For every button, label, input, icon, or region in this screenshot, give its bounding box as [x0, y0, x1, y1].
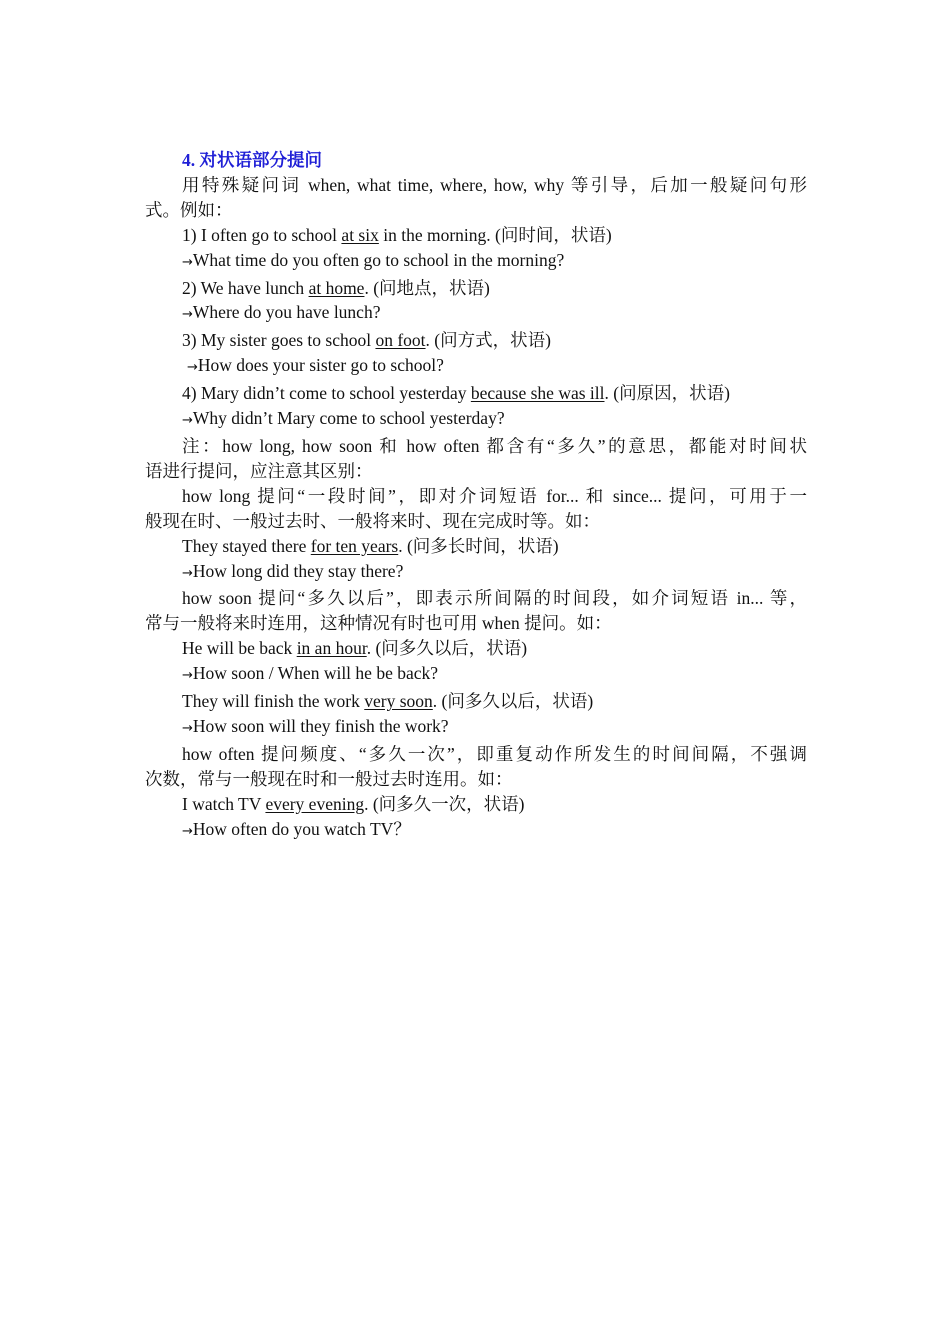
answer-text: What time do you often go to school in the morning? [192, 249, 565, 270]
document-content [145, 148, 807, 844]
intro-line-2: 式。例如： [145, 199, 233, 220]
sentence-text: . (问多久以后，状语) [366, 638, 528, 659]
sentence-text: 2) We have lunch [182, 277, 309, 298]
underlined-adverbial: very soon [364, 691, 433, 712]
arrow-icon: → [182, 720, 193, 736]
sentence-text: . (问多久以后，状语) [432, 691, 594, 712]
example-answer-4 [145, 406, 807, 434]
example-sentence-1 [145, 223, 807, 248]
underlined-adverbial: at home [308, 277, 365, 298]
arrow-icon: → [182, 254, 193, 270]
underlined-adverbial: at six [341, 224, 379, 245]
how-often-answer [145, 817, 807, 845]
sentence-text: . (问多长时间，状语) [398, 535, 559, 556]
how-long-line-1: how long 提问“一段时间”，即对介词短语 for... 和 since... 提问，可用于一 [182, 485, 807, 506]
how-soon-line-1: how soon 提问“多久以后”，即表示所间隔的时间段，如介词短语 in... 等， [182, 588, 807, 609]
answer-text: How long did they stay there? [192, 560, 404, 581]
arrow-icon: → [182, 413, 193, 429]
answer-text: How soon / When will he be back? [192, 663, 439, 684]
how-often-example [145, 792, 807, 817]
intro-line-1: 用特殊疑问词 when, what time, where, how, why 等引导，后加一般疑问句形 [182, 174, 807, 195]
underlined-adverbial: for ten years [310, 535, 399, 556]
sentence-text: I watch TV [182, 793, 266, 814]
sentence-text: in the morning. (问时间，状语) [378, 224, 612, 245]
example-answer-2 [145, 300, 807, 328]
how-soon-line-2: 常与一般将来时连用，这种情况有时也可用 when 提问。如： [145, 613, 612, 634]
how-soon-answer-1 [145, 661, 807, 689]
answer-text: Where do you have lunch? [192, 302, 381, 323]
arrow-icon: → [187, 360, 198, 376]
note-line-1: 注：how long, how soon 和 how often 都含有“多久”的意思，都能对时间状 [182, 435, 807, 456]
sentence-text: . (问地点，状语) [364, 277, 490, 298]
how-often-line-2: 次数，常与一般现在时和一般过去时连用。如： [145, 768, 513, 789]
answer-text: How does your sister go to school? [197, 355, 444, 376]
arrow-icon: → [182, 668, 193, 684]
answer-text: Why didn’t Mary come to school yesterday? [192, 408, 505, 429]
answer-text: How soon will they finish the work? [192, 715, 449, 736]
arrow-icon: → [182, 823, 193, 839]
sentence-text: . (问方式，状语) [425, 330, 551, 351]
underlined-adverbial: in an hour [296, 638, 367, 659]
how-soon-answer-2 [145, 714, 807, 742]
how-long-answer [145, 559, 807, 587]
underlined-adverbial: on foot [375, 330, 426, 351]
how-often-line-1: how often 提问频度、“多久一次”，即重复动作所发生的时间间隔，不强调 [182, 743, 807, 764]
answer-text: How often do you watch TV？ [192, 818, 411, 839]
how-soon-example-1 [145, 636, 807, 661]
example-answer-3 [145, 353, 807, 381]
sentence-text: They stayed there [182, 535, 311, 556]
underlined-adverbial: every evening [265, 793, 365, 814]
how-long-line-2: 般现在时、一般过去时、一般将来时、现在完成时等。如： [145, 510, 600, 531]
section-heading: 4. 对状语部分提问 [182, 150, 322, 170]
sentence-text: . (问原因，状语) [604, 383, 730, 404]
arrow-icon: → [182, 565, 193, 581]
note-line-2: 语进行提问，应注意其区别： [145, 460, 373, 481]
sentence-text: They will finish the work [182, 691, 365, 712]
example-sentence-2 [145, 276, 807, 301]
how-long-example [145, 534, 807, 559]
how-soon-example-2 [145, 689, 807, 714]
sentence-text: . (问多久一次，状语) [364, 793, 525, 814]
example-answer-1 [145, 248, 807, 276]
sentence-text: He will be back [182, 638, 297, 659]
arrow-icon: → [182, 307, 193, 323]
sentence-text: 4) Mary didn’t come to school yesterday [182, 383, 471, 404]
example-sentence-4 [145, 381, 807, 406]
example-sentence-3 [145, 328, 807, 353]
underlined-adverbial: because she was ill [470, 383, 605, 404]
sentence-text: 1) I often go to school [182, 224, 342, 245]
sentence-text: 3) My sister goes to school [182, 330, 376, 351]
